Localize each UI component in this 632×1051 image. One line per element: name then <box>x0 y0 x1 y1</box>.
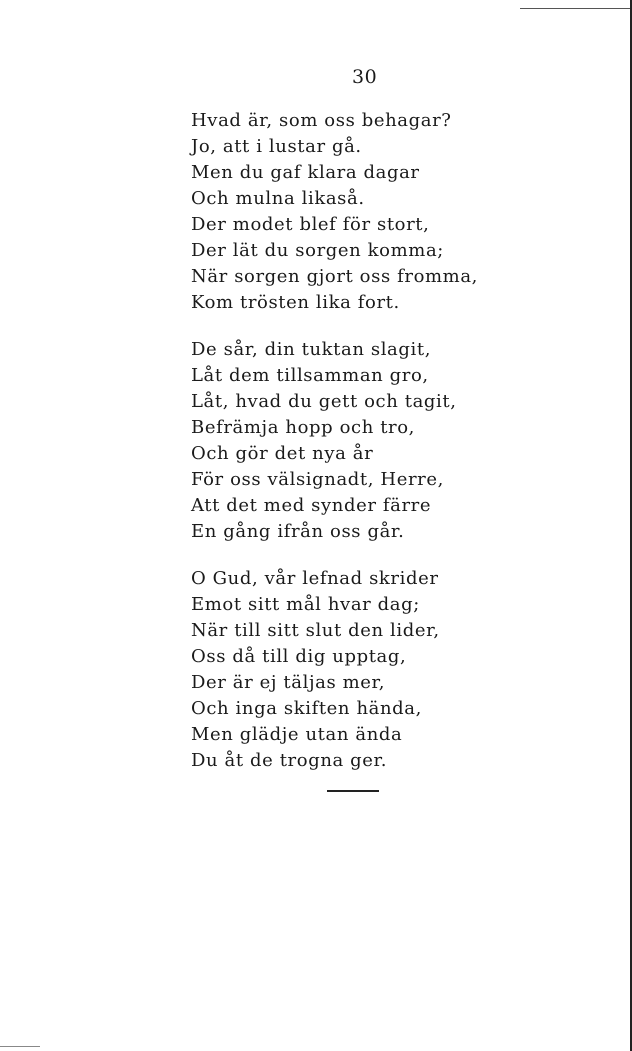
poem-line: Der är ej täljas mer, <box>191 672 386 693</box>
poem-line: En gång ifrån oss går. <box>191 521 405 542</box>
bottom-left-edge-mark <box>0 1046 40 1047</box>
poem-line: Men glädje utan ända <box>191 724 403 745</box>
poem-line: Att det med synder färre <box>191 495 432 516</box>
poem-line: Emot sitt mål hvar dag; <box>191 594 420 615</box>
poem <box>191 108 491 795</box>
poem-line: Du åt de trogna ger. <box>191 750 388 771</box>
poem-line: Och gör det nya år <box>191 443 374 464</box>
poem-line: Hvad är, som oss behagar? <box>191 110 452 131</box>
end-of-poem-rule <box>327 790 379 792</box>
poem-line: Oss då till dig upptag, <box>191 646 407 667</box>
poem-line: Kom trösten lika fort. <box>191 292 400 313</box>
poem-line: Der modet blef för stort, <box>191 214 430 235</box>
poem-line: Låt, hvad du gett och tagit, <box>191 391 457 412</box>
poem-line: De sår, din tuktan slagit, <box>191 339 432 360</box>
poem-line: Låt dem tillsamman gro, <box>191 365 429 386</box>
poem-line: När till sitt slut den lider, <box>191 620 440 641</box>
poem-line: Jo, att i lustar gå. <box>191 136 362 157</box>
poem-line: För oss välsignadt, Herre, <box>191 469 444 490</box>
poem-line: Befrämja hopp och tro, <box>191 417 416 438</box>
top-right-edge-rule <box>520 8 632 9</box>
poem-line: Der lät du sorgen komma; <box>191 240 444 261</box>
stanza-2 <box>191 337 491 545</box>
stanza-3 <box>191 566 491 774</box>
poem-line: När sorgen gjort oss fromma, <box>191 266 479 287</box>
poem-line: Men du gaf klara dagar <box>191 162 420 183</box>
poem-line: Och mulna likaså. <box>191 188 365 209</box>
stanza-1 <box>191 108 491 316</box>
page-number: 30 <box>352 66 378 88</box>
poem-line: Och inga skiften hända, <box>191 698 422 719</box>
poem-line: O Gud, vår lefnad skrider <box>191 568 439 589</box>
